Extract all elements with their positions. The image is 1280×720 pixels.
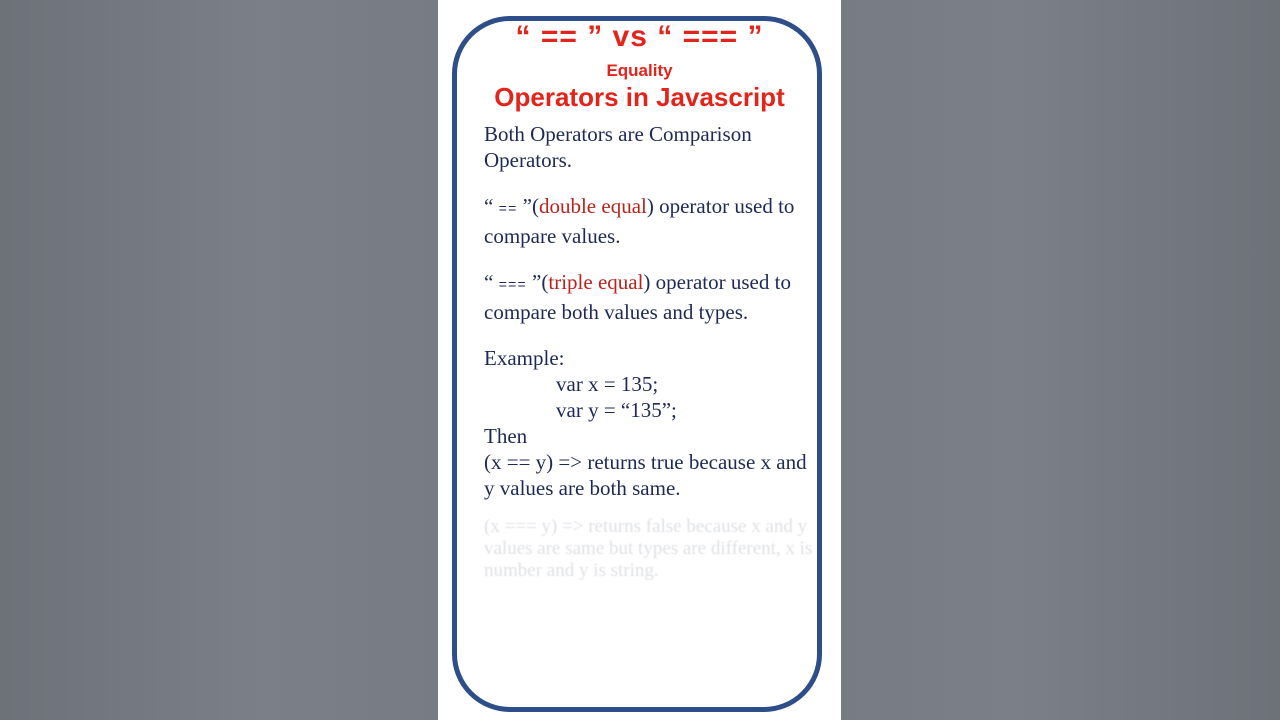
close-quote: ” [522,194,532,218]
intro-paragraph: Both Operators are Comparison Operators. [484,122,752,172]
code-line: var y = “135”; [556,398,677,422]
content-body [484,121,814,501]
faded-result-text: (x === y) => returns false because x and y values are same but types are different, x is number and y is string. [484,516,813,581]
example-label: Example: [484,346,565,370]
title-operators-in-javascript: Operators in Javascript [494,82,785,112]
double-equal-term: double equal [538,194,647,218]
result-true-text: (x == y) => returns true because x and y values are both same. [484,450,807,500]
slide-page [438,0,841,720]
double-equal-operator: == [498,202,518,218]
example-block [484,345,814,501]
triple-equal-operator: === [498,278,527,294]
background-right [841,0,1280,720]
double-equal-description: operator used to compare values. [484,194,795,248]
then-label: Then [484,424,528,448]
open-quote: “ [484,194,494,218]
title-equality: Equality [606,61,673,80]
triple-equal-description: operator used to compare both values and types. [484,270,791,324]
background-left [0,0,438,720]
double-equal-paragraph: “ == ”(double equal) operator used to compare values. [484,194,795,248]
title-operators: “ == ” vs “ === ” [515,20,764,53]
open-quote: “ [484,270,494,294]
close-quote: ” [532,270,542,294]
triple-equal-term: triple equal [548,270,644,294]
code-line: var x = 135; [556,372,659,396]
triple-equal-paragraph: “ === ”(triple equal) operator used to compare both values and types. [484,270,791,324]
